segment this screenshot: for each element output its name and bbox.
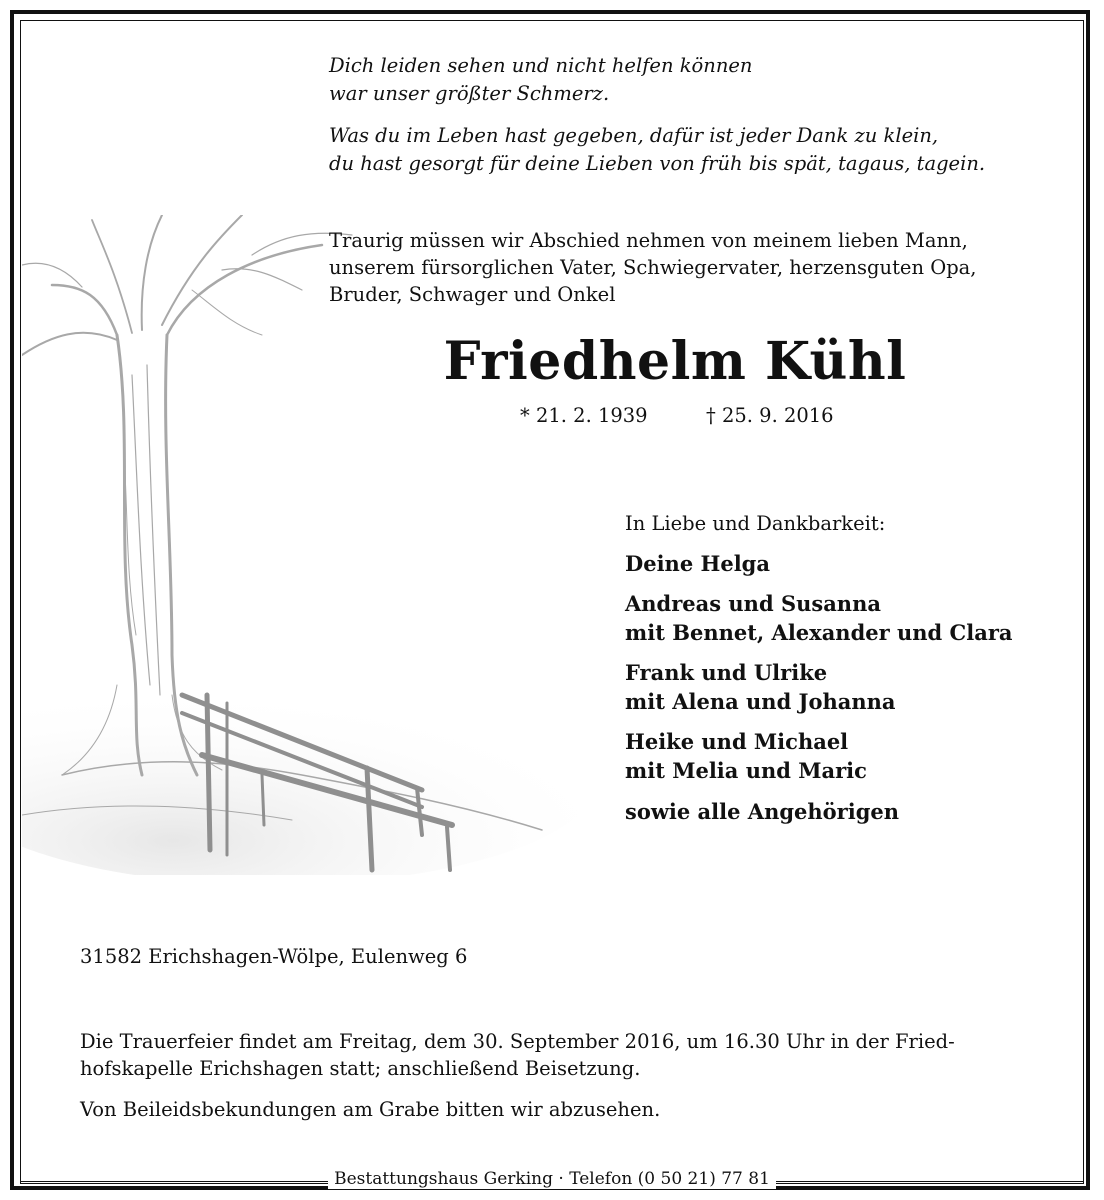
mourner-line: Heike und Michael bbox=[625, 729, 849, 754]
mourner-line: Frank und Ulrike bbox=[625, 660, 828, 685]
tree-and-bench-sketch-icon bbox=[22, 215, 602, 875]
mourner-line: mit Alena und Johanna bbox=[625, 689, 896, 714]
funeral-home: Bestattungshaus Gerking · Telefon (0 50 21) 77 81 bbox=[328, 1169, 776, 1189]
funeral-line-1: Die Trauerfeier findet am Freitag, dem 30. September 2016, um 16.30 Uhr in der Fried- bbox=[80, 1030, 955, 1053]
verse-line-2: war unser größter Schmerz. bbox=[329, 82, 610, 105]
funeral-line-2: hofskapelle Erichshagen statt; anschließend Beisetzung. bbox=[80, 1057, 641, 1080]
intro-line-3: Bruder, Schwager und Onkel bbox=[329, 283, 616, 306]
mourner-line: mit Melia und Maric bbox=[625, 758, 867, 783]
mourner-line: sowie alle Angehörigen bbox=[625, 799, 900, 824]
mourners-heading: In Liebe und Dankbarkeit: bbox=[625, 512, 886, 535]
birth-date: * 21. 2. 1939 bbox=[520, 404, 648, 427]
verse-line-1: Dich leiden sehen und nicht helfen können bbox=[329, 54, 753, 77]
mourner-line: mit Bennet, Alexander und Clara bbox=[625, 620, 1013, 645]
mourner-line: Andreas und Susanna bbox=[625, 591, 881, 616]
verse-line-3: Was du im Leben hast gegeben, dafür ist jeder Dank zu klein, bbox=[329, 124, 939, 147]
condolence-request: Von Beileidsbekundungen am Grabe bitten wir abzusehen. bbox=[80, 1098, 661, 1121]
deceased-name: Friedhelm Kühl bbox=[443, 331, 907, 392]
verse-line-4: du hast gesorgt für deine Lieben von früh bis spät, tagaus, tagein. bbox=[329, 152, 986, 175]
intro-line-2: unserem fürsorglichen Vater, Schwiegervater, herzensguten Opa, bbox=[329, 256, 977, 279]
death-date: † 25. 9. 2016 bbox=[706, 404, 834, 427]
mourner-line: Deine Helga bbox=[625, 551, 770, 576]
footer bbox=[0, 1168, 1104, 1190]
address: 31582 Erichshagen-Wölpe, Eulenweg 6 bbox=[80, 945, 468, 968]
intro-line-1: Traurig müssen wir Abschied nehmen von meinem lieben Mann, bbox=[329, 229, 968, 252]
